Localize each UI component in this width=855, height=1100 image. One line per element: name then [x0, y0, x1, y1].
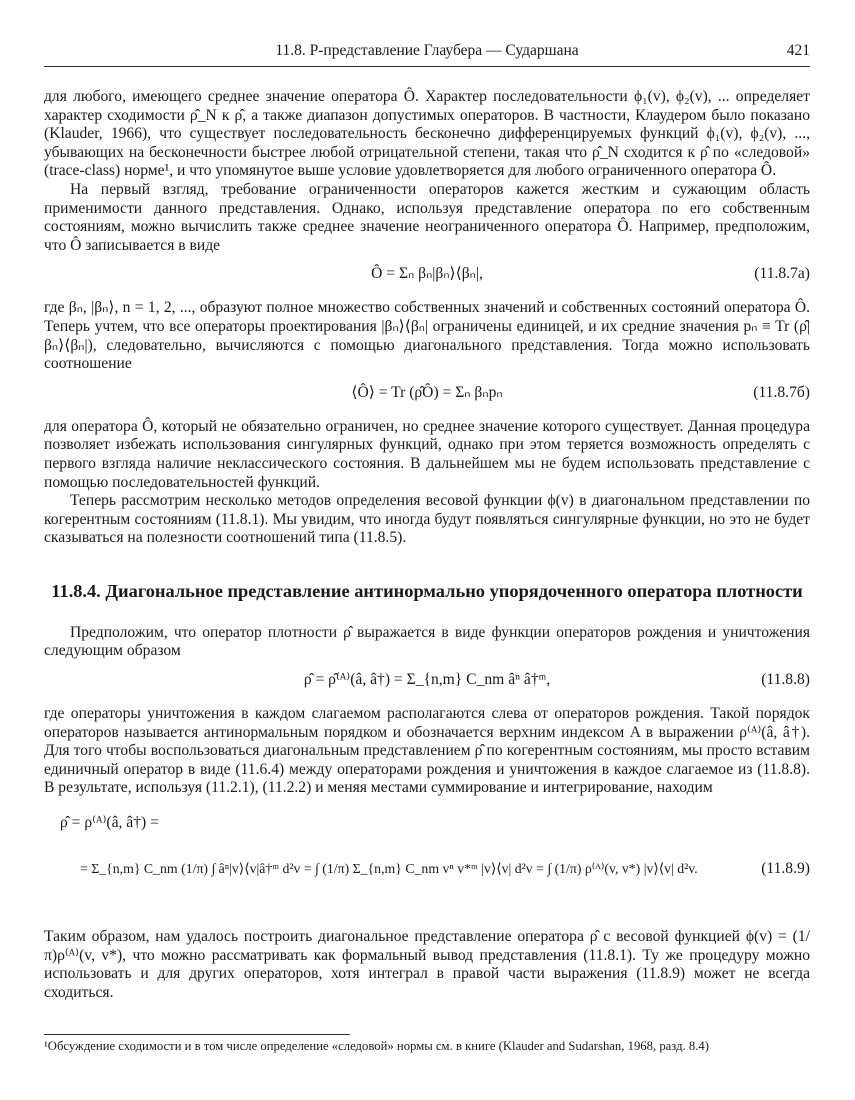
paragraph-2: На первый взгляд, требование ограниченности операторов кажется жестким и сужающим область применимости данного представления. Однако, используя представление оператора по его собственным состояниям, можно вычислить также среднее значение неограниченного оператора Ô. Например, предположим, что Ô записывается в виде	[44, 180, 810, 254]
running-title: 11.8. P-представление Глаубера — Сударшана	[275, 42, 579, 59]
equation-11-8-8-math: ρ̂ = ρ̂⁽ᴬ⁾(â, â†) = Σ_{n,m} C_nm âⁿ â†ᵐ,	[303, 671, 551, 689]
equation-11-8-7a-math: Ô = Σₙ βₙ|βₙ⟩⟨βₙ|,	[371, 265, 483, 283]
header-rule	[44, 66, 810, 67]
equation-11-8-7b-label: (11.8.7б)	[753, 383, 810, 401]
equation-11-8-7a	[44, 255, 810, 299]
footnote-rule	[44, 1034, 350, 1035]
equation-11-8-8-label: (11.8.8)	[761, 671, 810, 689]
equation-11-8-9-line2: = Σ_{n,m} C_nm (1/π) ∫ âⁿ|v⟩⟨v|â†ᵐ d²v = ∫ (1/π) Σ_{n,m} C_nm vⁿ v*ᵐ |v⟩⟨v| d²v = ∫ (1/π) ρ⁽ᴬ⁾(v, v*) |v⟩⟨v| d²v.	[80, 861, 698, 877]
paragraph-7: где операторы уничтожения в каждом слагаемом располагаются слева от операторов рождения. Такой порядок операторов называется антинормальным порядком и обозначается верхним индексом A в выражении ρ⁽ᴬ⁾(â, â†). Для того чтобы воспользоваться диагональным представлением ρ̂ по когерентным состояниям, мы просто вставим единичный оператор в виде (11.6.4) между операторами рождения и уничтожения в каждое слагаемое из (11.8.8). В результате, используя (11.2.1), (11.2.2) и меняя местами суммирование и интегрирование, находим	[44, 705, 810, 797]
page-number: 421	[786, 42, 810, 59]
paragraph-6: Предположим, что оператор плотности ρ̂ выражается в виде функции операторов рождения и уничтожения следующим образом	[44, 623, 810, 660]
paragraph-3: где βₙ, |βₙ⟩, n = 1, 2, ..., образуют полное множество собственных значений и собственных состояний оператора Ô. Теперь учтем, что все операторы проектирования |βₙ⟩⟨βₙ| ограничены единицей, и их средние значения pₙ ≡ Tr (ρ̂|βₙ⟩⟨βₙ|), следовательно, вычисляются с помощью диагонального представления. Тогда можно использовать соотношение	[44, 299, 810, 373]
running-header	[44, 42, 810, 64]
paragraph-5: Теперь рассмотрим несколько методов определения весовой функции ϕ(v) в диагональном представлении по когерентным состояниям (11.8.1). Мы увидим, что иногда будут появляться сингулярные функции, но это не будет сказываться на полезности соотношений типа (11.8.5).	[44, 492, 810, 547]
page-body	[44, 88, 810, 1002]
equation-11-8-7a-label: (11.8.7a)	[754, 265, 810, 283]
equation-11-8-9-label: (11.8.9)	[761, 860, 810, 878]
paragraph-8: Таким образом, нам удалось построить диагональное представление оператора ρ̂ с весовой функцией ϕ(v) = (1/π)ρ⁽ᴬ⁾(v, v*), что можно рассматривать как формальный вывод представления (11.8.1). Ту же процедуру можно использовать и для других операторов, хотя интеграл в правой части выражения (11.8.9) может не всегда сходиться.	[44, 928, 810, 1001]
equation-11-8-7b-math: ⟨Ô⟩ = Tr (ρ̂Ô) = Σₙ βₙpₙ	[351, 383, 503, 401]
equation-11-8-9-line1: ρ̂ = ρ⁽ᴬ⁾(â, â†) =	[60, 814, 159, 832]
section-heading: 11.8.4. Диагональное представление антинормально упорядоченного оператора плотности	[51, 580, 803, 601]
equation-11-8-8	[44, 661, 810, 705]
paragraph-1: для любого, имеющего среднее значение оператора Ô. Характер последовательности ϕ₁(v), ϕ₂(v), ... определяет характер сходимости ρ̂_N к ρ̂, а также диапазон допустимых операторов. В частности, Клаудером было показано (Klauder, 1966), что существует последовательность бесконечно дифференцируемых функций ϕ₁(v), ϕ₂(v), ..., убывающих на бесконечности быстрее любой отрицательной степени, такая что ρ̂_N сходится к ρ̂ по «следовой» (trace-class) норме¹, и что упомянутое выше условие удовлетворяется для любого ограниченного оператора Ô.	[44, 88, 810, 180]
equation-11-8-9	[44, 814, 810, 914]
paragraph-4: для оператора Ô, который не обязательно ограничен, но среднее значение которого существует. Данная процедура позволяет избежать использования сингулярных функций, однако при этом теряется возможность определять с первого взгляда наличие неклассического состояния. В дальнейшем мы не будем использовать представление с помощью последовательностей функций.	[44, 417, 810, 491]
footnote: ¹Обсуждение сходимости и в том числе определение «следовой» нормы см. в книге (Klauder and Sudarshan, 1968, разд. 8.4)	[44, 1039, 709, 1053]
equation-11-8-7b	[44, 374, 810, 418]
